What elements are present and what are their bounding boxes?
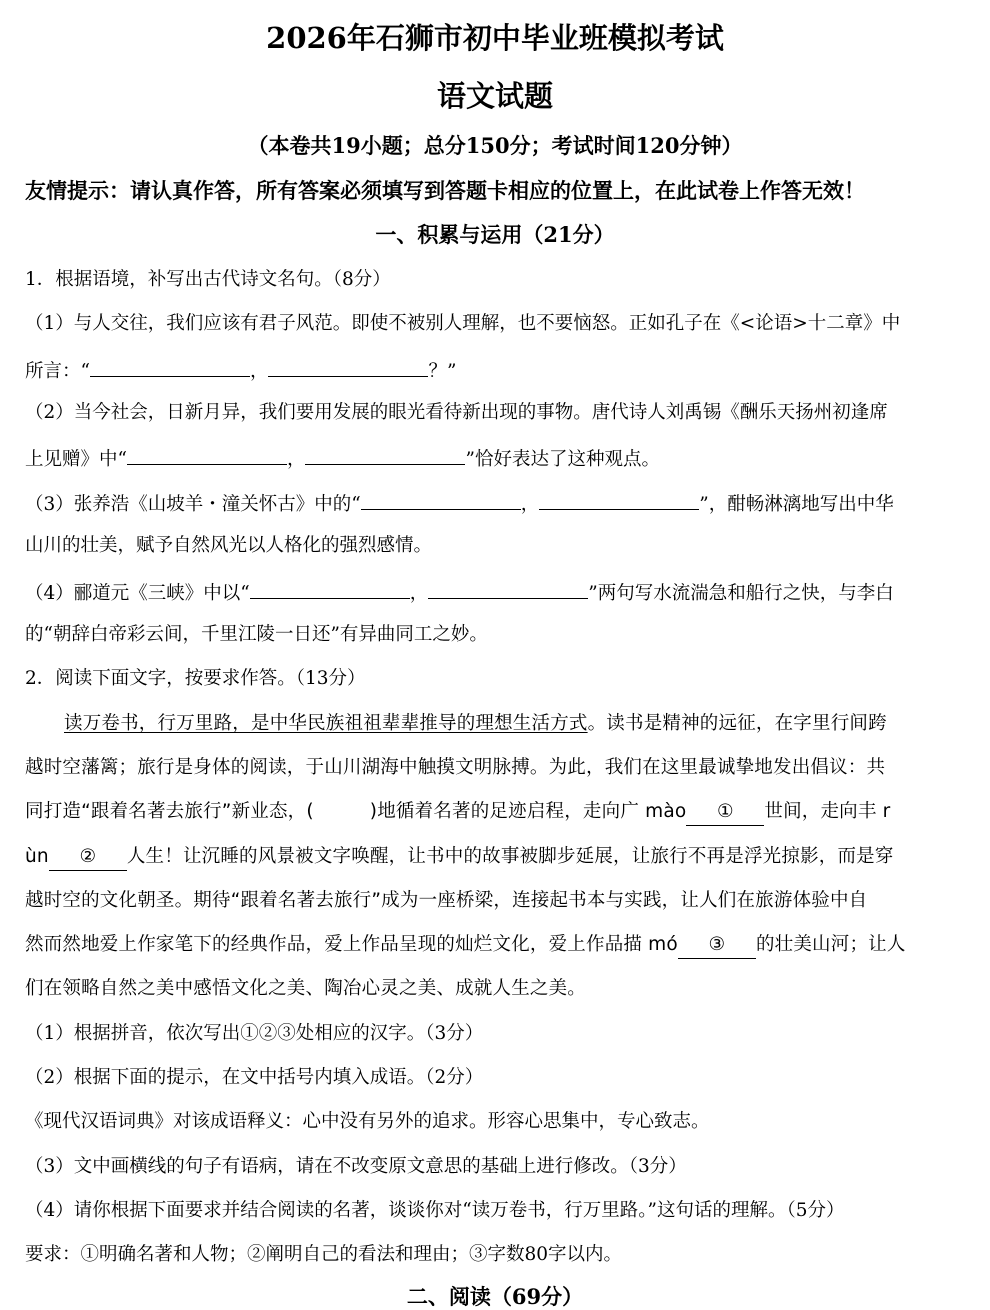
pinyin-blank-2[interactable]: ②	[49, 844, 127, 871]
q1-p4-suffix: ”两句写水流湍急和船行之快，与李白	[588, 583, 894, 604]
passage-line-4	[25, 844, 950, 871]
exam-title: 2026年石狮市初中毕业班模拟考试	[266, 21, 724, 55]
passage-line-6-b: 的壮美山河；让人	[755, 934, 906, 955]
q1-p1-suffix: ？”	[428, 361, 457, 382]
q2-sub-4-req: 要求：①明确名著和人物；②阐明自己的看法和理由；③字数80字以内。	[25, 1244, 623, 1265]
q1-p2-comma: ，	[286, 449, 306, 470]
answer-blank[interactable]	[428, 578, 588, 599]
passage-line-5: 越时空的文化朝圣。期待“跟着名著去旅行”成为一座桥梁，连接起书本与实践，让人们在旅游体验中自	[25, 890, 868, 911]
answer-blank[interactable]	[127, 444, 287, 465]
q2-sub-2-hint: 《现代汉语词典》对该成语释义：心中没有另外的追求。形容心思集中，专心致志。	[25, 1111, 710, 1132]
friendly-tip: 友情提示：请认真作答，所有答案必须填写到答题卡相应的位置上，在此试卷上作答无效！	[25, 178, 865, 203]
q2-sub-4: （4）请你根据下面要求并结合阅读的名著，谈谈你对“读万卷书，行万里路。”这句话的理解。（5分）	[25, 1200, 845, 1221]
q1-p3-comma: ，	[520, 494, 540, 515]
passage-line-6	[25, 932, 950, 959]
exam-subject: 语文试题	[436, 79, 553, 113]
answer-blank[interactable]	[361, 489, 521, 510]
pinyin-blank-1[interactable]: ①	[686, 799, 764, 826]
q1-p1-comma: ，	[249, 361, 269, 382]
q2-sub-1: （1）根据拼音，依次写出①②③处相应的汉字。（3分）	[25, 1023, 484, 1044]
answer-blank[interactable]	[268, 356, 428, 377]
passage-line-1	[64, 711, 950, 737]
q1-p4-prefix: （4）郦道元《三峡》中以“	[25, 583, 250, 604]
underlined-sentence: 读万卷书，行万里路，是中华民族祖祖辈辈推导的理想生活方式	[64, 713, 588, 734]
passage-line-4-b: 人生！让沉睡的风景被文字唤醒，让书中的故事被脚步延展，让旅行不再是浮光掠影，而是穿	[126, 846, 894, 867]
passage-line-3-b: )地循着名著的足迹启程，走向广 mào	[369, 801, 687, 822]
q2-sub-2: （2）根据下面的提示，在文中括号内填入成语。（2分）	[25, 1067, 484, 1088]
passage-line-3-c: 世间，走向丰 r	[764, 801, 891, 822]
section-1-title: 一、积累与运用（21分）	[375, 222, 615, 247]
q2-stem: 2．阅读下面文字，按要求作答。（13分）	[25, 668, 366, 689]
q2-sub-3: （3）文中画横线的句子有语病，请在不改变原文意思的基础上进行修改。（3分）	[25, 1156, 687, 1177]
answer-blank[interactable]	[539, 489, 699, 510]
section-2-title: 二、阅读（69分）	[406, 1284, 584, 1309]
q1-p2-prefix: 上见赠》中“	[25, 449, 127, 470]
exam-info: （本卷共19小题；总分150分；考试时间120分钟）	[247, 133, 743, 158]
q1-p4-comma: ，	[409, 583, 429, 604]
passage-line-4-a: ùn	[25, 846, 49, 867]
q1-p1-line2	[25, 356, 950, 385]
q1-p3-line2: 山川的壮美，赋予自然风光以人格化的强烈感情。	[25, 535, 433, 556]
passage-line-7: 们在领略自然之美中感悟文化之美、陶冶心灵之美、成就人生之美。	[25, 978, 587, 999]
passage-line-2: 越时空藩篱；旅行是身体的阅读，于山川湖海中触摸文明脉搏。为此，我们在这里最诚挚地发出倡议：共	[25, 757, 886, 778]
q1-stem: 1．根据语境，补写出古代诗文名句。（8分）	[25, 269, 391, 290]
answer-blank[interactable]	[250, 578, 410, 599]
pinyin-blank-3[interactable]: ③	[678, 932, 756, 959]
passage-line-1-rest: 。读书是精神的远征，在字里行间跨	[587, 713, 887, 734]
passage-line-3	[25, 799, 950, 826]
q1-p2-line1: （2）当今社会，日新月异，我们要用发展的眼光看待新出现的事物。唐代诗人刘禹锡《酬乐天扬州初逢席	[25, 402, 888, 423]
q1-p4-line2: 的“朝辞白帝彩云间，千里江陵一日还”有异曲同工之妙。	[25, 624, 488, 645]
q1-p1-prefix: 所言：“	[25, 361, 90, 382]
q1-p1-line1: （1）与人交往，我们应该有君子风范。即使不被别人理解，也不要恼怒。正如孔子在《<论语>十二章》中	[25, 313, 901, 334]
q1-p2-suffix: ”恰好表达了这种观点。	[465, 449, 660, 470]
q1-p3-suffix: ”，酣畅淋漓地写出中华	[699, 494, 894, 515]
answer-blank[interactable]	[90, 356, 250, 377]
passage-line-6-a: 然而然地爱上作家笔下的经典作品，爱上作品呈现的灿烂文化，爱上作品描 mó	[25, 934, 678, 955]
q1-p3-prefix: （3）张养浩《山坡羊・潼关怀古》中的“	[25, 494, 361, 515]
q1-p3-line1	[25, 489, 950, 518]
answer-blank[interactable]	[305, 444, 465, 465]
q1-p2-line2	[25, 444, 950, 473]
q1-p4-line1	[25, 578, 950, 607]
passage-line-3-a: 同打造“跟着名著去旅行”新业态，(	[25, 801, 314, 822]
